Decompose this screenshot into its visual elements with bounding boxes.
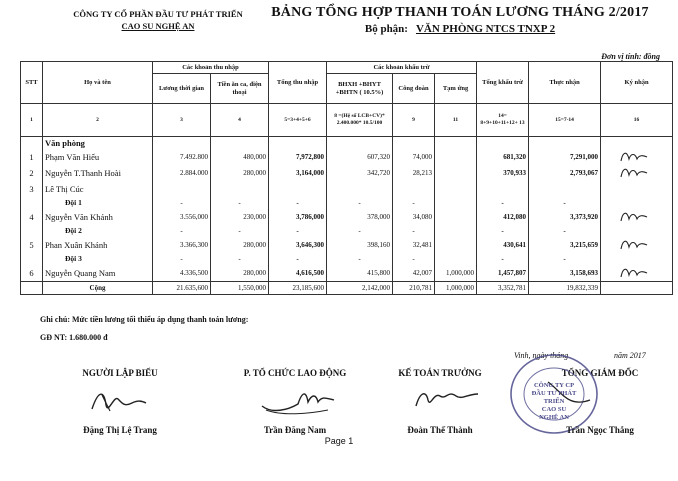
name-accountant: Đoàn Thế Thành [407, 425, 473, 435]
cell-salary: 2.884.000 [153, 165, 211, 181]
header-net: Thực nhận [529, 62, 601, 104]
row-stt: 3 [21, 181, 43, 197]
cell-union: 42,007 [393, 265, 435, 282]
payroll-table [20, 61, 673, 295]
total-union: 210,781 [393, 282, 435, 295]
cell-total: - [269, 197, 327, 209]
department-label: Bộ phận: [364, 23, 408, 35]
column-index-cell: 15=7-14 [529, 104, 601, 137]
employee-name: Nguyễn Quang Nam [43, 265, 153, 282]
cell-total: 3,646,300 [269, 237, 327, 253]
cell-net: 3,158,693 [529, 265, 601, 282]
document-title: BẢNG TỔNG HỢP THANH TOÁN LƯƠNG THÁNG 2/2017 [271, 5, 649, 20]
column-index-cell: 9 [393, 104, 435, 137]
cell-adv [435, 253, 477, 265]
column-index-row [21, 104, 673, 137]
handwritten-signature-icon [603, 265, 663, 279]
stamp-line-3: CAO SU [541, 406, 567, 413]
role-hr: P. TỔ CHỨC LAO ĐỘNG [243, 368, 347, 378]
cell-union [393, 181, 435, 197]
team-label: Đội 2 [43, 225, 153, 237]
company-line-1: CÔNG TY CỔ PHẦN ĐẦU TƯ PHÁT TRIỂN [73, 9, 243, 19]
cell-salary: 7.492.800 [153, 149, 211, 165]
signature-preparer-icon [88, 385, 148, 417]
employee-row [21, 149, 673, 165]
team-row [21, 225, 673, 237]
header-total-deduction: Tổng khấu trừ [477, 62, 529, 104]
sign-cell [601, 149, 673, 165]
total-meal: 1,550,000 [211, 282, 269, 295]
cell-adv [435, 225, 477, 237]
cell-ins: - [327, 225, 393, 237]
row-stt: 1 [21, 149, 43, 165]
cell-net: 2,793,067 [529, 165, 601, 181]
company-name [58, 8, 258, 32]
signature-accountant-icon [412, 382, 482, 412]
cell-net: - [529, 225, 601, 237]
cell-salary: - [153, 253, 211, 265]
cell-ded: 681,320 [477, 149, 529, 165]
column-index-cell: 1 [21, 104, 43, 137]
cell-total: 7,972,800 [269, 149, 327, 165]
cell-salary: - [153, 197, 211, 209]
total-net: 19,832,339 [529, 282, 601, 295]
cell-net [529, 181, 601, 197]
cell-net: 3,215,659 [529, 237, 601, 253]
cell-total: - [269, 225, 327, 237]
cell-ins: 607,320 [327, 149, 393, 165]
cell-meal: 280,000 [211, 265, 269, 282]
cell-union: - [393, 225, 435, 237]
sign-cell [601, 265, 673, 282]
column-index-cell: 16 [601, 104, 673, 137]
cell-meal: 230,000 [211, 209, 269, 225]
cell-meal: 280,000 [211, 165, 269, 181]
name-director: Trần Ngọc Thắng [566, 425, 634, 435]
cell-adv: 1,000,000 [435, 265, 477, 282]
header-income-group: Các khoản thu nhập [153, 62, 269, 74]
handwritten-signature-icon [603, 165, 663, 179]
sign-cell [601, 225, 673, 237]
total-salary: 21.635,600 [153, 282, 211, 295]
row-stt [21, 253, 43, 265]
employee-name: Phan Xuân Khánh [43, 237, 153, 253]
sign-cell [601, 181, 673, 197]
employee-row [21, 181, 673, 197]
cell-net: 3,373,920 [529, 209, 601, 225]
group-stt [21, 137, 43, 150]
stamp-line-4: NGHỆ AN [539, 414, 569, 421]
total-advance: 1,000,000 [435, 282, 477, 295]
total-income: 23,185,600 [269, 282, 327, 295]
handwritten-signature-icon [603, 149, 663, 163]
cell-meal: - [211, 197, 269, 209]
note-gdnt: GĐ NT: 1.680.000 đ [40, 333, 108, 342]
signature-hr-icon [258, 384, 338, 418]
cell-adv [435, 209, 477, 225]
column-index-cell: 4 [211, 104, 269, 137]
department [250, 23, 670, 35]
header-sign: Ký nhận [601, 62, 673, 104]
date-year: năm 2017 [614, 351, 646, 360]
employee-row [21, 265, 673, 282]
cell-union: - [393, 197, 435, 209]
stamp-text [522, 382, 586, 422]
cell-union: 34,080 [393, 209, 435, 225]
role-chief-accountant: KẾ TOÁN TRƯỞNG [398, 368, 482, 378]
sign-cell [601, 237, 673, 253]
cell-total: 3,164,000 [269, 165, 327, 181]
cell-ded: 1,457,807 [477, 265, 529, 282]
note-min-wage: Ghi chú: Mức tiền lương tối thiểu áp dụng thanh toán lương: [40, 315, 249, 324]
employee-row [21, 165, 673, 181]
cell-ded: 412,080 [477, 209, 529, 225]
cell-meal: - [211, 225, 269, 237]
stamp-line-2: ĐẦU TƯ PHÁT TRIỂN [531, 390, 577, 405]
header-deduction-group: Các khoản khấu trừ [327, 62, 477, 74]
cell-union: 32,481 [393, 237, 435, 253]
sign-cell [601, 253, 673, 265]
cell-total: 3,786,000 [269, 209, 327, 225]
cell-ins: 378,000 [327, 209, 393, 225]
cell-adv [435, 165, 477, 181]
employee-name: Lê Thị Cúc [43, 181, 153, 197]
cell-ded [477, 181, 529, 197]
total-deduction: 3,352,781 [477, 282, 529, 295]
team-label: Đội 1 [43, 197, 153, 209]
cell-ded: - [477, 197, 529, 209]
department-value: VĂN PHÒNG NTCS TNXP 2 [415, 23, 556, 35]
handwritten-signature-icon [603, 237, 663, 251]
header-total-income: Tổng thu nhập [269, 62, 327, 104]
cell-union: 28,213 [393, 165, 435, 181]
cell-ded: 370,933 [477, 165, 529, 181]
name-preparer: Đặng Thị Lệ Trang [83, 425, 157, 435]
cell-net: 7,291,000 [529, 149, 601, 165]
group-label: Văn phòng [43, 137, 153, 150]
row-stt: 5 [21, 237, 43, 253]
header-stt: STT [21, 62, 43, 104]
team-label: Đội 3 [43, 253, 153, 265]
sign-cell [601, 197, 673, 209]
header-meal-phone: Tiền ăn ca, điện thoại [211, 74, 269, 104]
date-place: Vinh, ngày tháng [514, 351, 569, 360]
cell-ins: - [327, 253, 393, 265]
cell-net: - [529, 253, 601, 265]
row-stt: 6 [21, 265, 43, 282]
row-stt [21, 225, 43, 237]
cell-salary [153, 181, 211, 197]
team-row [21, 253, 673, 265]
column-index-cell: 8 =(Hệ số LCB+CV)* 2.400.000* 10.5/100 [327, 104, 393, 137]
cell-ins: - [327, 197, 393, 209]
cell-ins [327, 181, 393, 197]
sign-cell [601, 209, 673, 225]
column-index-cell: 3 [153, 104, 211, 137]
cell-salary: 3.366,300 [153, 237, 211, 253]
employee-name: Phạm Văn Hiếu [43, 149, 153, 165]
cell-total: - [269, 253, 327, 265]
total-row [21, 282, 673, 295]
cell-ded: - [477, 225, 529, 237]
name-hr: Trần Đăng Nam [263, 425, 327, 435]
row-stt: 4 [21, 209, 43, 225]
column-index-cell: 2 [43, 104, 153, 137]
cell-net: - [529, 197, 601, 209]
header-name: Họ và tên [43, 62, 153, 104]
cell-adv [435, 181, 477, 197]
cell-total: 4,616,500 [269, 265, 327, 282]
row-stt: 2 [21, 165, 43, 181]
total-label: Cộng [43, 282, 153, 295]
cell-adv [435, 149, 477, 165]
currency-unit: Đơn vị tính: đồng [601, 52, 660, 61]
stamp-line-1: CÔNG TY CP [533, 382, 575, 389]
column-index-cell: 5=3+4+5+6 [269, 104, 327, 137]
total-insurance: 2,142,000 [327, 282, 393, 295]
cell-salary: 4.336,500 [153, 265, 211, 282]
header-salary-time: Lương thời gian [153, 74, 211, 104]
cell-meal: - [211, 253, 269, 265]
company-line-2: CAO SU NGHỆ AN [121, 21, 195, 31]
header-insurance: BHXH +BHYT +BHTN ( 10.5%) [327, 74, 393, 104]
header-advance: Tạm ứng [435, 74, 477, 104]
role-general-director: TỔNG GIÁM ĐỐC [561, 368, 639, 378]
employee-row [21, 237, 673, 253]
cell-ins: 342,720 [327, 165, 393, 181]
cell-adv [435, 197, 477, 209]
handwritten-signature-icon [603, 209, 663, 223]
cell-union: - [393, 253, 435, 265]
cell-salary: - [153, 225, 211, 237]
cell-ded: 430,641 [477, 237, 529, 253]
employee-row [21, 209, 673, 225]
column-index-cell: 14= 8+9+10+11+12+ 13 [477, 104, 529, 137]
cell-adv [435, 237, 477, 253]
cell-union: 74,000 [393, 149, 435, 165]
cell-meal [211, 181, 269, 197]
team-row [21, 197, 673, 209]
cell-meal: 280,000 [211, 237, 269, 253]
cell-ins: 398,160 [327, 237, 393, 253]
cell-ins: 415,800 [327, 265, 393, 282]
role-preparer: NGƯỜI LẬP BIỂU [82, 368, 158, 378]
page-number: Page 1 [324, 436, 354, 446]
cell-ded: - [477, 253, 529, 265]
header-union: Công đoàn [393, 74, 435, 104]
row-stt [21, 197, 43, 209]
employee-name: Nguyễn T.Thanh Hoài [43, 165, 153, 181]
employee-name: Nguyễn Văn Khánh [43, 209, 153, 225]
cell-salary: 3.556,000 [153, 209, 211, 225]
cell-total [269, 181, 327, 197]
cell-meal: 480,000 [211, 149, 269, 165]
column-index-cell: 11 [435, 104, 477, 137]
sign-cell [601, 165, 673, 181]
